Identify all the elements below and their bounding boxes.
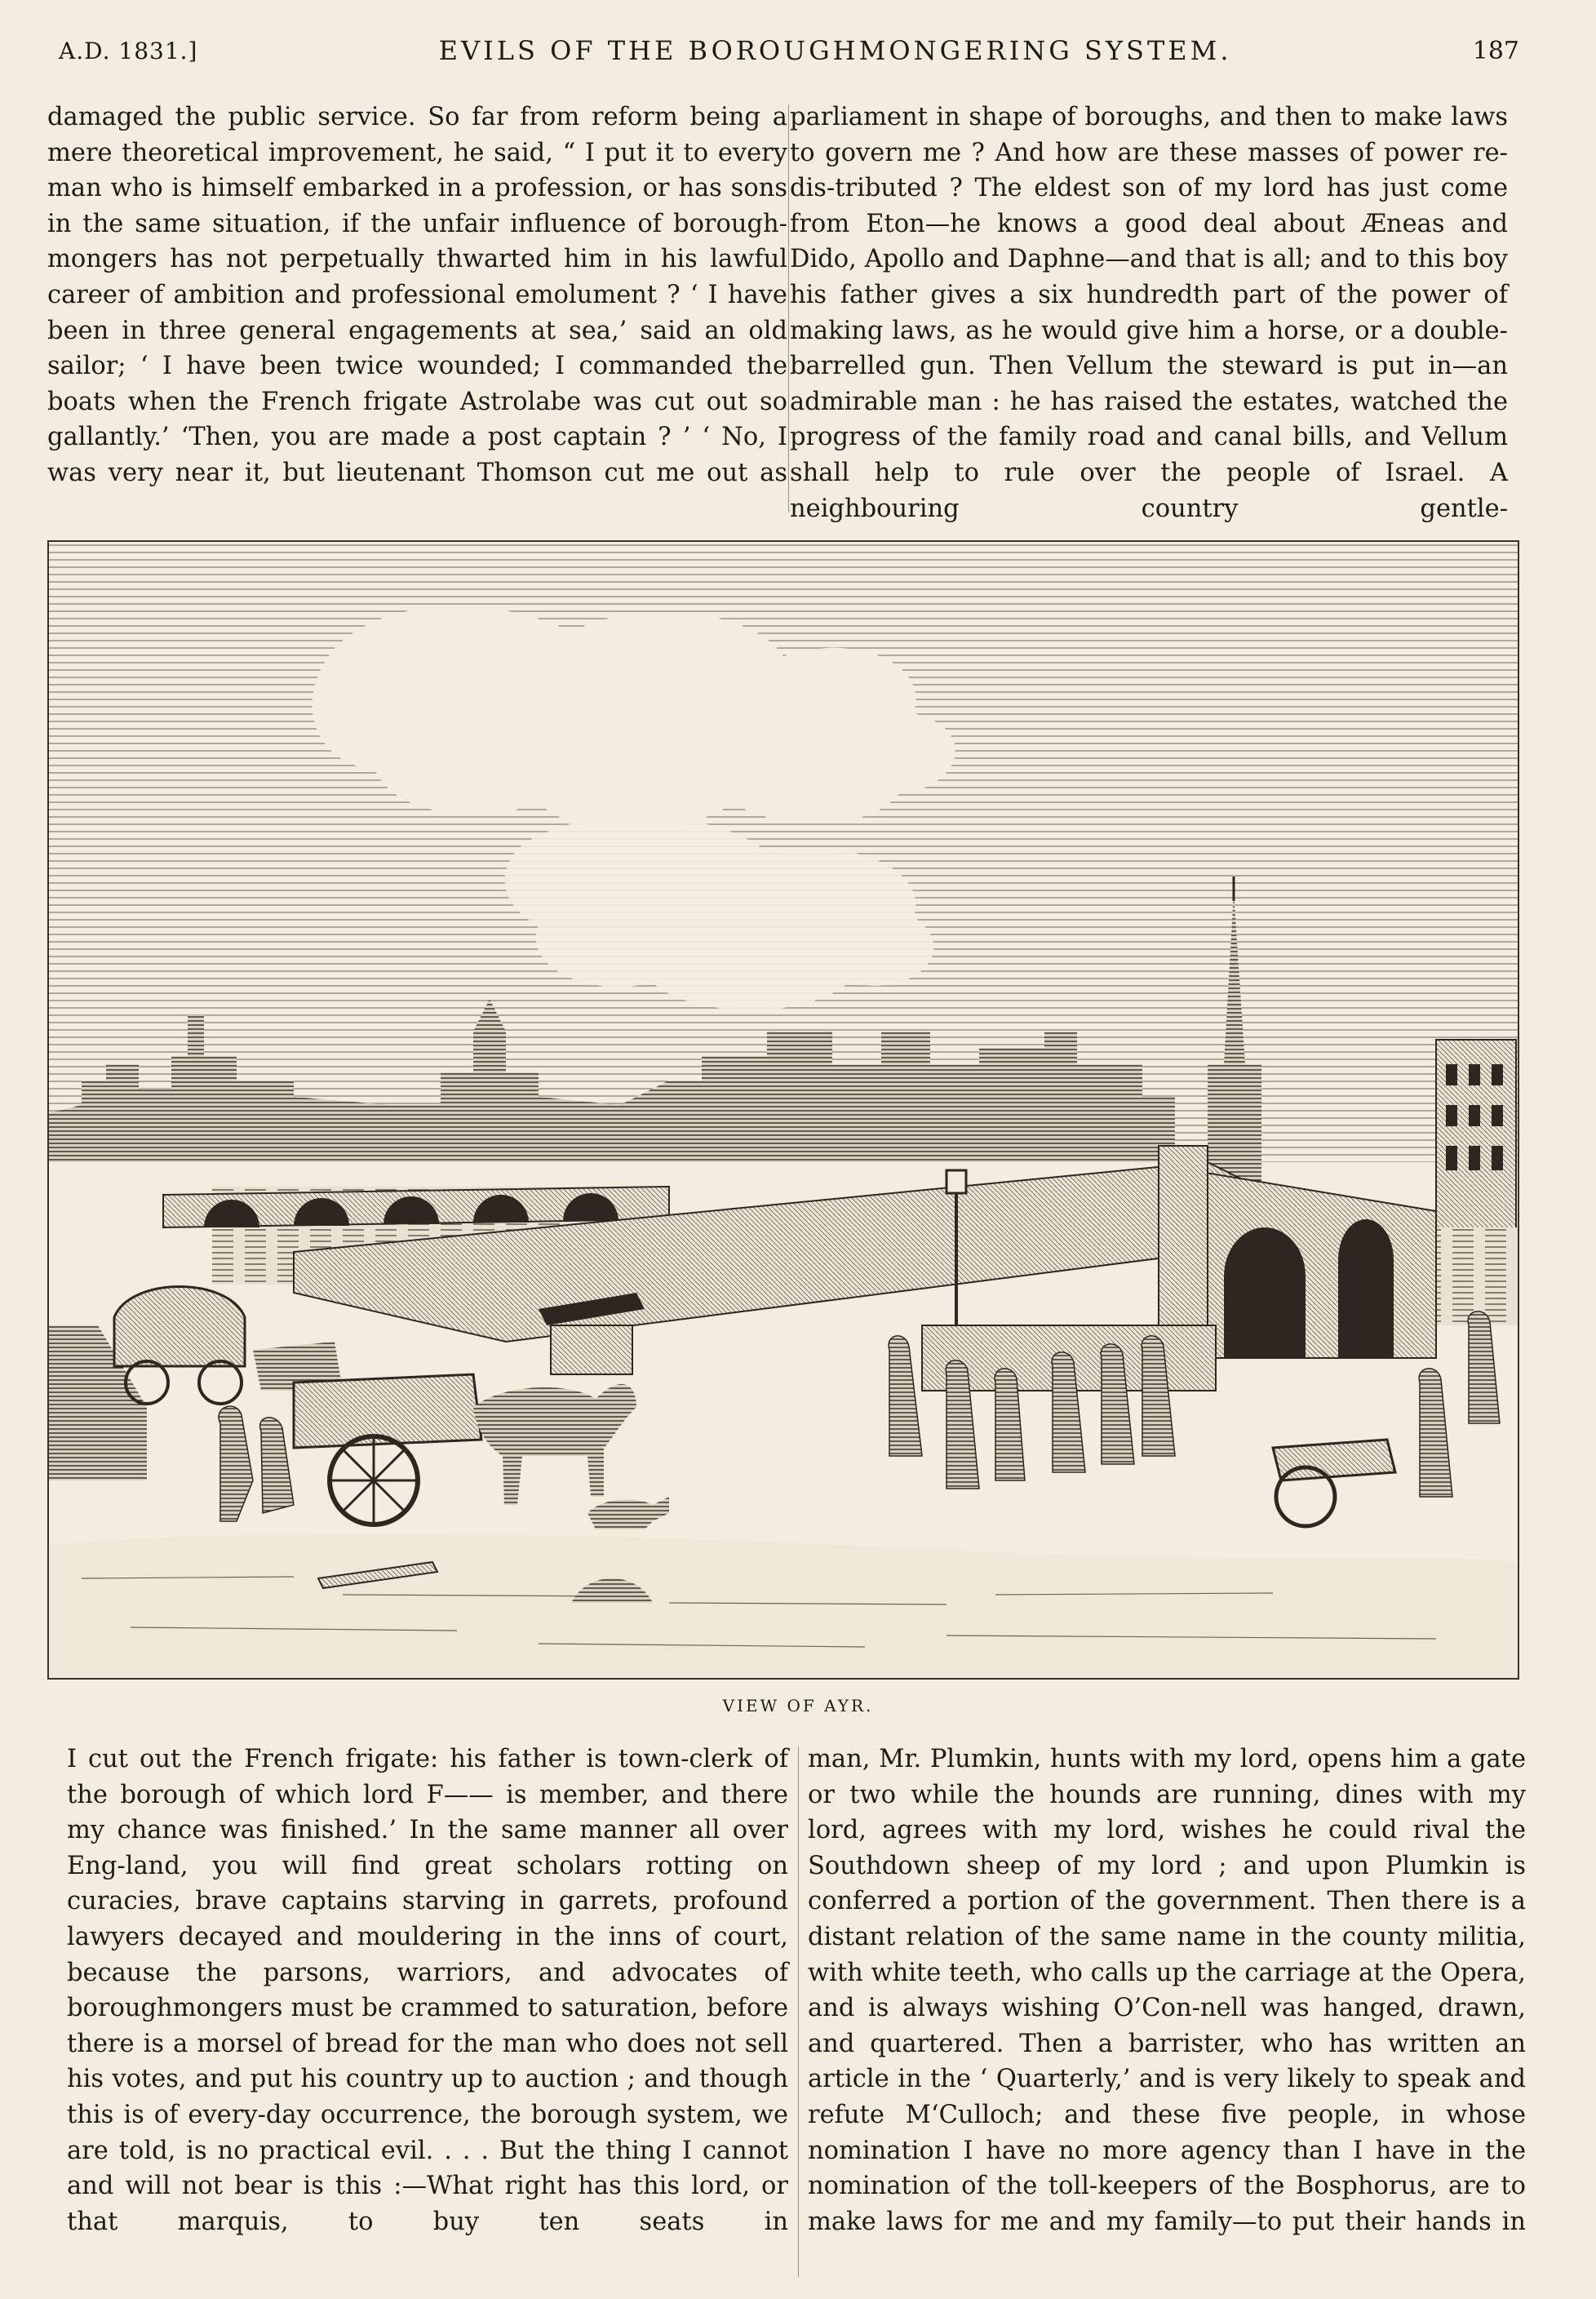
text-column-bottom-right: [808, 1742, 1526, 2280]
paragraph: parliament in shape of boroughs, and then to make laws to govern me ? And how are these masses of power re-dis-tributed ? The eldest son of my lord has just come from Eton—he knows a good deal about Æneas and Dido, Apollo and Daphne—and that is all; and to this boy his father gives a six hundredth part of the power of making laws, as he would give him a horse, or a double-barrelled gun. Then Vellum the steward is put in—an admirable man : he has raised the estates, watched the progress of the family road and canal bills, and Vellum shall help to rule over the people of Israel. A neighbouring country gentle-: [790, 103, 1508, 523]
text-column-top-right: [790, 100, 1508, 524]
header-date: A.D. 1831.]: [59, 37, 198, 64]
page-number: 187: [1472, 36, 1519, 65]
figure-caption: VIEW OF AYR.: [722, 1696, 874, 1715]
engraving-view-of-ayr: [47, 540, 1519, 1680]
paragraph: I cut out the French frigate: his father is town-clerk of the borough of which lord F—— is member, and there my chance was finished.’ In the same manner all over Eng-land, you will find great scholars rotting on curacies, brave captains starving in garrets, profound lawyers decayed and mouldering in the inns of court, because the parsons, warriors, and advocates of boroughmongers must be crammed to saturation, before there is a morsel of bread for the man who does not sell his votes, and put his country up to auction ; and though this is of every-day occurrence, the borough system, we are told, is no practical evil. . . . But the thing I cannot and will not bear is this :—What right has this lord, or that marquis, to buy ten seats in: [67, 1745, 788, 2236]
column-rule: [788, 104, 789, 513]
running-header: [59, 28, 1519, 73]
paragraph: man, Mr. Plumkin, hunts with my lord, opens him a gate or two while the hounds are running, dines with my lord, agrees with my lord, wishes he could rival the Southdown sheep of my lord ; and upon Plumkin is conferred a portion of the government. Then there is a distant relation of the same name in the county militia, with white teeth, who calls up the carriage at the Opera, and is always wishing O’Con-nell was hanged, drawn, and quartered. Then a barrister, who has written an article in the ‘ Quarterly,’ and is very likely to speak and refute M‘Culloch; and these five people, in whose nomination I have no more agency than I have in the nomination of the toll-keepers of the Bosphorus, are to make laws for me and my family—to put their hands in: [808, 1745, 1526, 2236]
header-title: EVILS OF THE BOROUGHMONGERING SYSTEM.: [438, 35, 1232, 66]
column-rule: [798, 1746, 799, 2277]
paragraph: damaged the public service. So far from reform being a mere theoretical improvement, he said, “ I put it to every man who is himself embarked in a profession, or has sons in the same situation, if the unfair influence of borough-mongers has not perpetually thwarted him in his lawful career of ambition and professional emolument ? ‘ I have been in three general engagements at sea,’ said an old sailor; ‘ I have been twice wounded; I commanded the boats when the French frigate Astrolabe was cut out so gallantly.’ ‘Then, you are made a post captain ? ’ ‘ No, I was very near it, but lieutenant Thomson cut me out as: [47, 103, 787, 487]
text-column-bottom-left: [67, 1742, 788, 2280]
text-column-top-left: [47, 100, 787, 524]
